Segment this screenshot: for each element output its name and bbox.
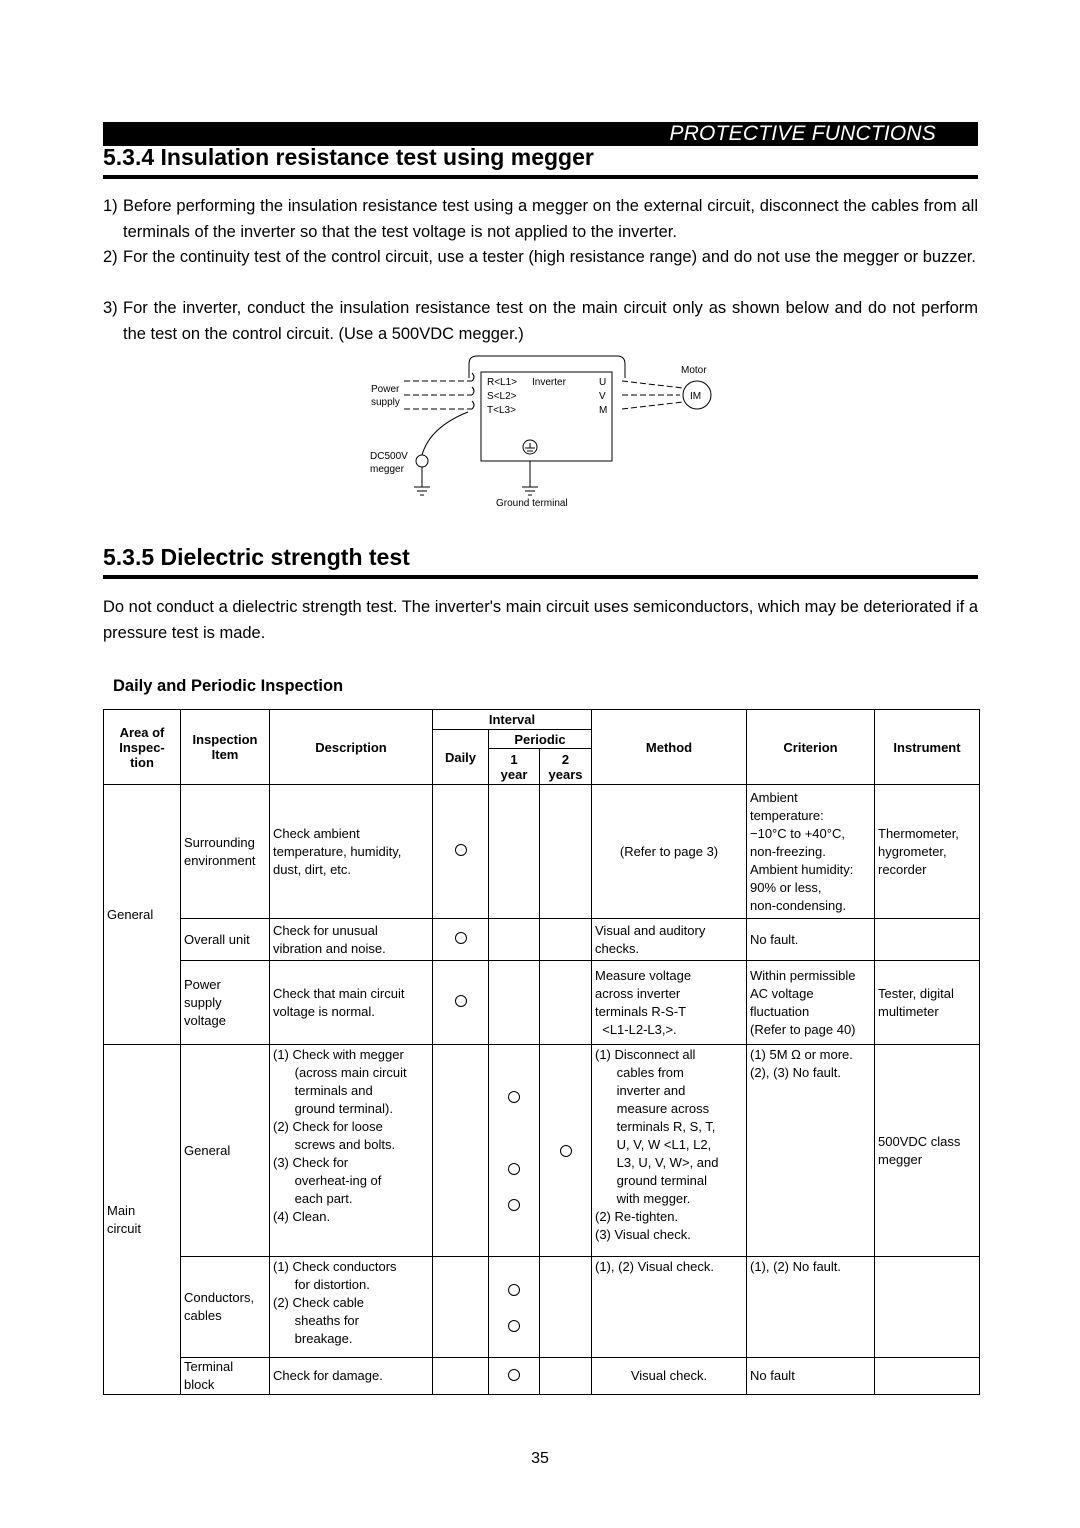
year1-mark-circle [508,1369,520,1381]
header-method: Method [592,710,747,785]
list-item-text: For the inverter, conduct the insulation resistance test on the main circuit only as shown below and do not perform the test on the control circuit. (Use a 500VDC megger.) [123,299,978,343]
label-terminal-m: M [599,405,608,416]
cell-instrument [875,1358,980,1395]
cell-criterion: No fault. [747,919,875,961]
header-1-year: 1 year [489,749,540,785]
cell-description: Check for unusual vibration and noise. [270,919,433,961]
cell-method: Visual check. [592,1358,747,1395]
cell-method: (1) Disconnect all cables from inverter and measure across terminals R, S, T, U, V, W <L1, L2, L3, U, V, W>, and ground terminal with megger. (2) Re-tighten. (3) Visual check. [592,1045,747,1257]
label-supply: supply [371,397,400,408]
header-2-years: 2 years [540,749,592,785]
list-item [103,194,978,245]
cell-instrument: 500VDC class megger [875,1045,980,1257]
header-description: Description [270,710,433,785]
header-item: Inspection Item [181,710,270,785]
list-item-number: 3) [103,299,118,317]
year1-mark-circle [508,1284,520,1296]
label-terminal-s: S<L2> [487,391,517,402]
header-criterion: Criterion [747,710,875,785]
table-row [104,961,980,1045]
label-motor: Motor [681,365,707,376]
cell-item: Power supply voltage [181,961,270,1045]
header-interval: Interval [433,710,592,730]
year1-mark-circle [508,1163,520,1175]
daily-mark-circle [455,932,467,944]
table-row [104,1257,980,1358]
table-row [104,785,980,919]
dielectric-body: Do not conduct a dielectric strength test. The inverter's main circuit uses semiconductors, which may be deteriorated if a pressure test is made. [103,598,978,642]
cell-criterion: Ambient temperature: −10°C to +40°C, non-freezing. Ambient humidity: 90% or less, non-condensing. [747,785,875,919]
header-instrument: Instrument [875,710,980,785]
table-row [104,919,980,961]
cell-method: (Refer to page 3) [592,785,747,919]
cell-criterion: No fault [747,1358,875,1395]
header-area: Area of Inspec- tion [104,710,181,785]
list-item-number: 1) [103,197,118,215]
section-rule [103,575,978,579]
year1-marks [489,1257,540,1358]
cell-item: Surrounding environment [181,785,270,919]
section-title-insulation: 5.3.4 Insulation resistance test using megger [103,144,594,170]
year1-mark-circle [508,1320,520,1332]
cell-criterion: (1) 5M Ω or more. (2), (3) No fault. [747,1045,875,1257]
list-item [103,296,978,347]
cell-description: Check for damage. [270,1358,433,1395]
cell-instrument: Tester, digital multimeter [875,961,980,1045]
cell-criterion: (1), (2) No fault. [747,1257,875,1358]
label-terminal-t: T<L3> [487,405,516,416]
label-im: IM [690,391,702,402]
label-dc500v: DC500V [370,451,408,462]
label-terminal-v: V [599,391,606,402]
cell-instrument [875,919,980,961]
cell-instrument: Thermometer, hygrometer, recorder [875,785,980,919]
area-general: General [104,785,181,1045]
cell-item: Overall unit [181,919,270,961]
cell-description: (1) Check conductors for distortion. (2) Check cable sheaths for breakage. [270,1257,433,1358]
inspection-title: Daily and Periodic Inspection [113,677,344,695]
list-item [103,245,978,271]
cell-method: Visual and auditory checks. [592,919,747,961]
cell-description: Check ambient temperature, humidity, dust, dirt, etc. [270,785,433,919]
header-periodic: Periodic [489,730,592,749]
section-title-dielectric: 5.3.5 Dielectric strength test [103,544,410,570]
cell-description: Check that main circuit voltage is normal. [270,961,433,1045]
page-number: 35 [531,1450,549,1467]
cell-item: Conductors, cables [181,1257,270,1358]
header-daily: Daily [433,730,489,785]
area-main-circuit: Main circuit [104,1045,181,1395]
megger-wiring-diagram [360,352,720,514]
label-ground-terminal: Ground terminal [496,498,568,509]
jumper-loop [469,356,625,378]
daily-mark-circle [455,844,467,856]
daily-mark-circle [455,995,467,1007]
label-megger: megger [370,464,404,475]
year1-marks [489,1045,540,1257]
label-power: Power [371,384,400,395]
cell-item: Terminal block [181,1358,270,1395]
megger-circle [416,455,428,467]
cell-item: General [181,1045,270,1257]
label-terminal-u: U [599,377,607,388]
list-item-number: 2) [103,248,118,266]
cell-method: Measure voltage across inverter terminals R-S-T <L1-L2-L3,>. [592,961,747,1045]
list-item-text: Before performing the insulation resistance test using a megger on the external circuit, disconnect the cables from all terminals of the inverter so that the test voltage is not applied to the inverter. [123,197,978,241]
cell-criterion: Within permissible AC voltage fluctuation (Refer to page 40) [747,961,875,1045]
table-row [104,1045,980,1257]
cell-description: (1) Check with megger (across main circuit terminals and ground terminal). (2) Check for loose screws and bolts. (3) Check for overheat-ing of each part. (4) Clean. [270,1045,433,1257]
year1-mark-circle [508,1199,520,1211]
year1-mark-circle [508,1091,520,1103]
label-inverter: Inverter [532,377,566,388]
label-terminal-r: R<L1> [487,377,518,388]
year2-mark-circle [560,1145,572,1157]
cell-instrument [875,1257,980,1358]
inspection-table [103,709,980,1395]
table-row [104,1358,980,1395]
list-item-text: For the continuity test of the control circuit, use a tester (high resistance range) and do not use the megger or buzzer. [123,248,976,266]
header-band-text: PROTECTIVE FUNCTIONS [669,122,936,145]
header-band [103,122,978,146]
section-rule [103,175,978,179]
cell-method: (1), (2) Visual check. [592,1257,747,1358]
